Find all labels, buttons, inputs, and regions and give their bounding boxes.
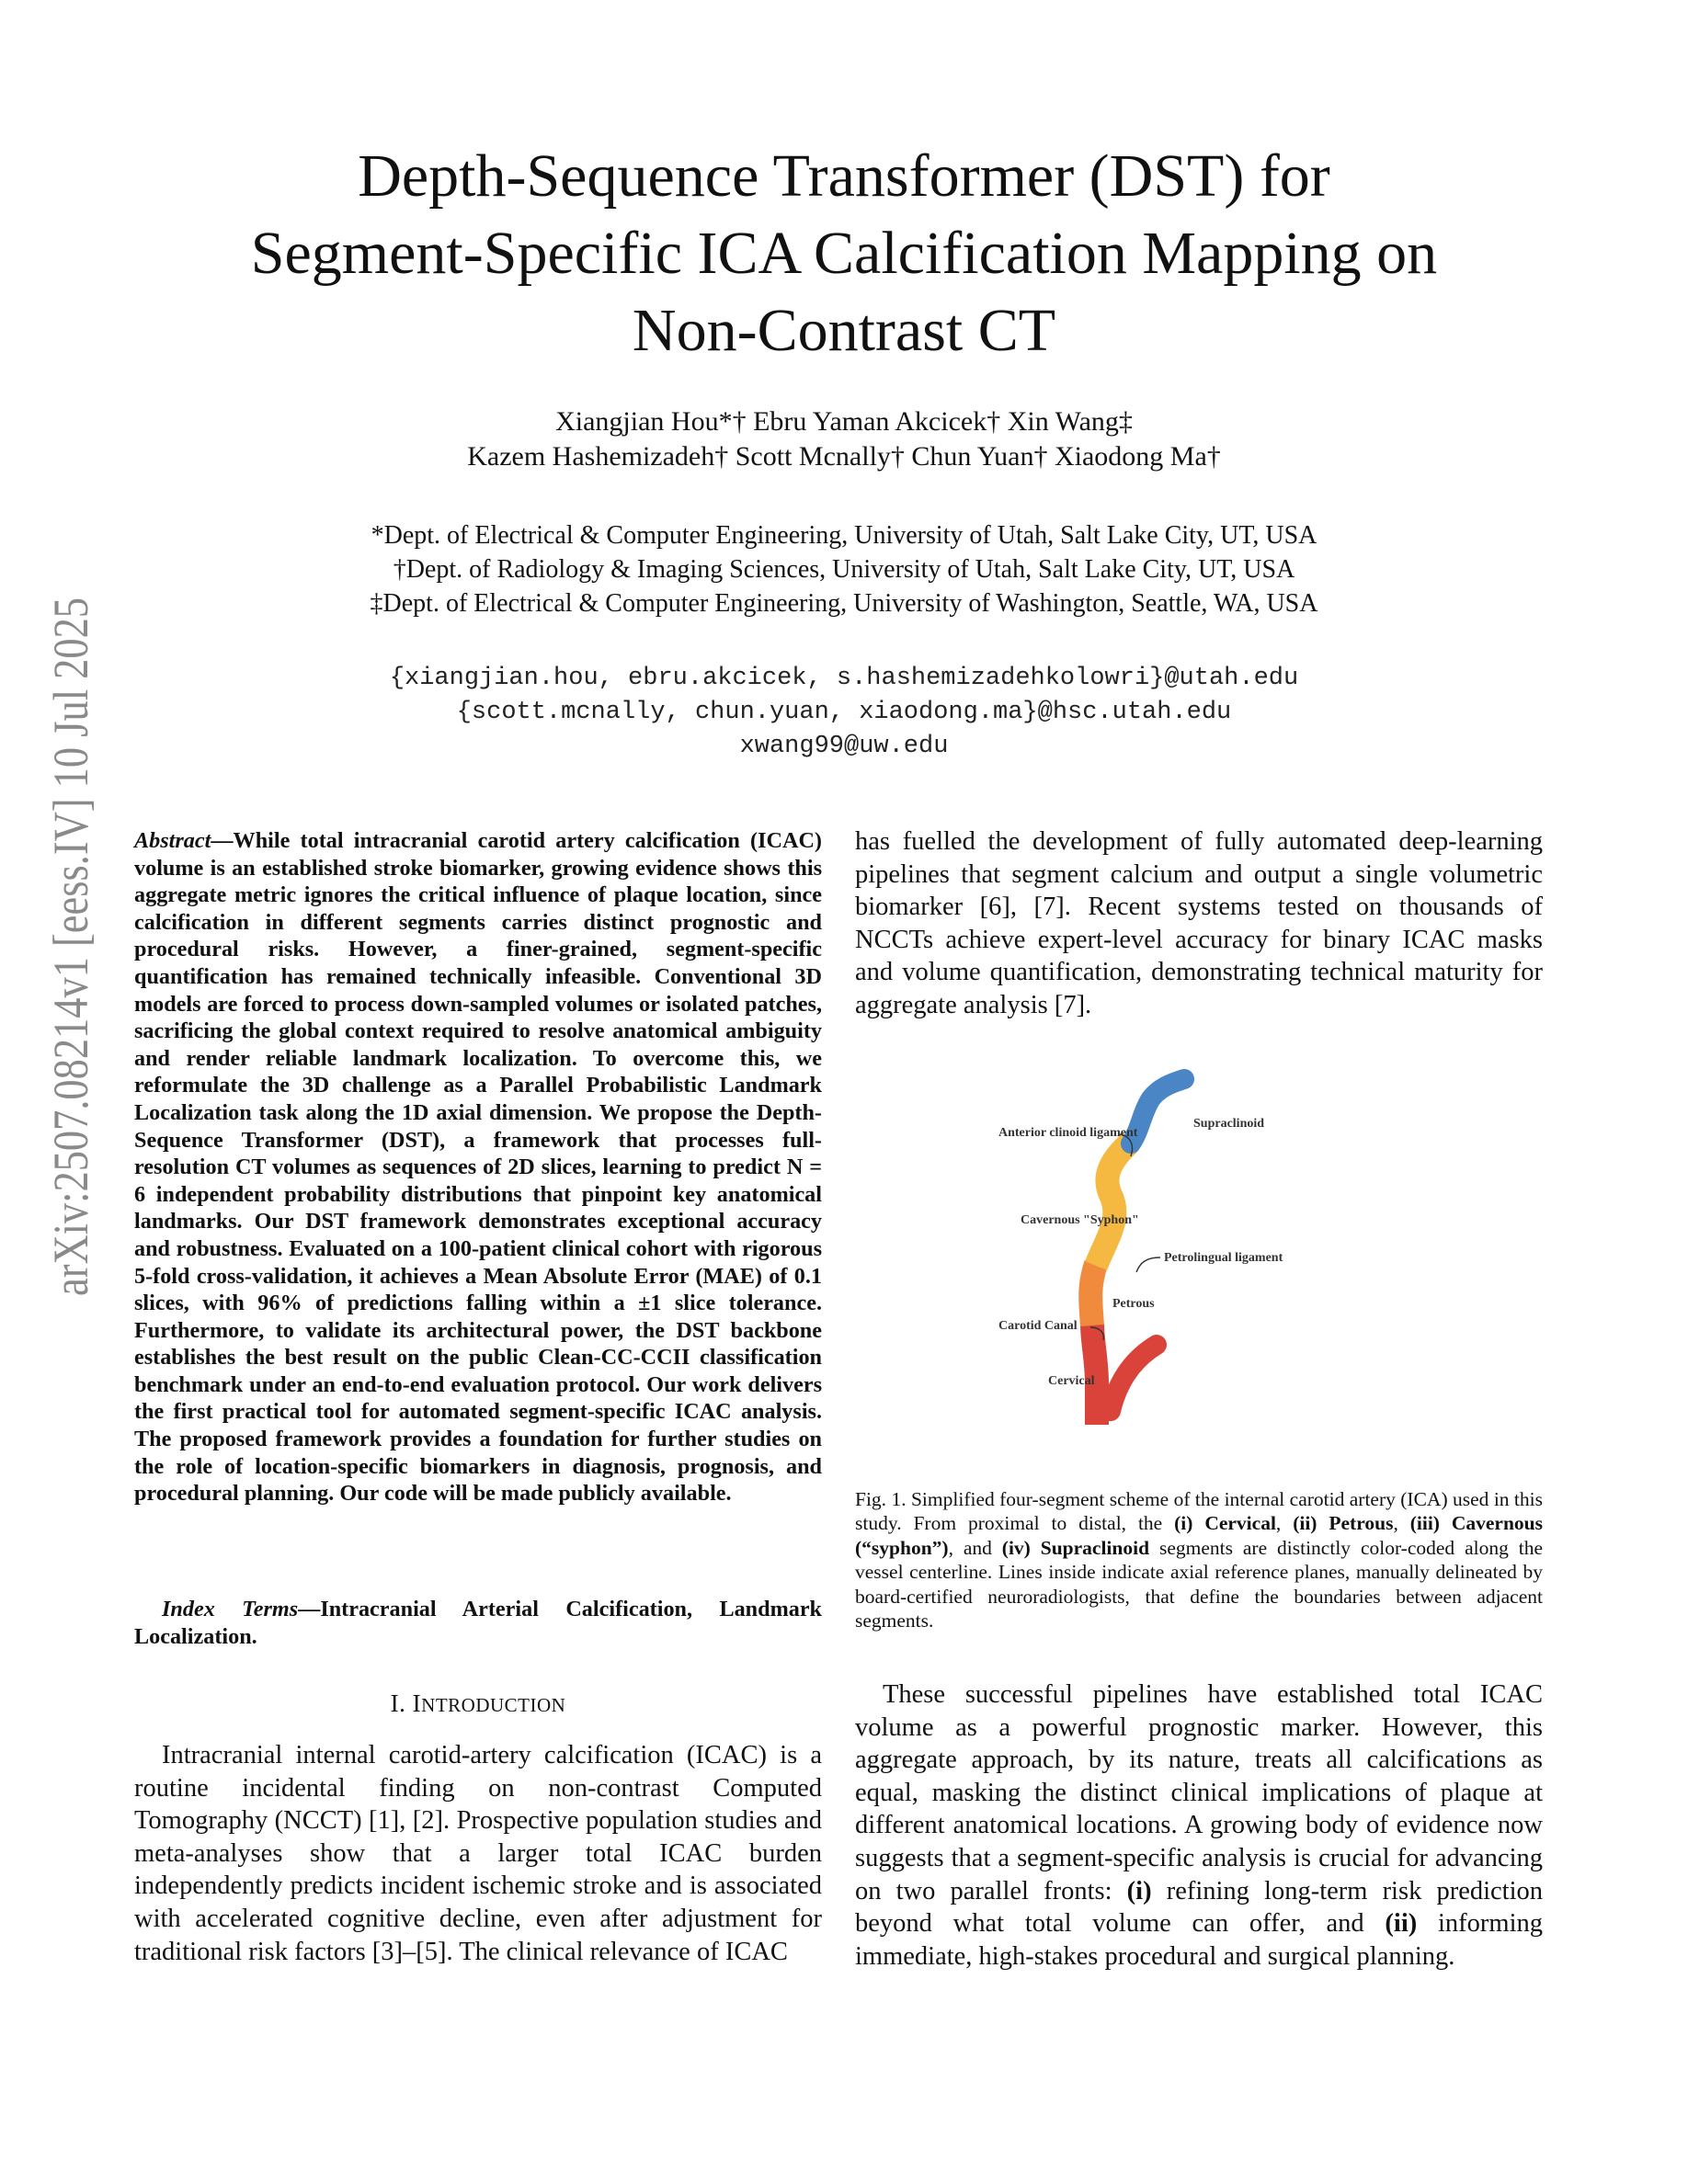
affiliation-list [147, 518, 1541, 620]
caption-sep: , [1393, 1512, 1410, 1535]
caption-cavernous: (iii) Cavernous (“syphon”) [855, 1512, 1543, 1559]
label-cervical: Cervical [1048, 1374, 1095, 1388]
title-line-2: Segment-Specific ICA Calcification Mapping on [250, 220, 1438, 287]
intro-paragraph-continued: has fuelled the development of fully automated deep-learning pipelines that segment calcium and output a single volumetric biomarker [6], [7]. Recent systems tested on thousands of NCCTs achieve expert-level accuracy for binary ICAC masks and volume quantification, demonstrating technical maturity for aggregate analysis [7]. [855, 827, 1543, 1019]
para2-text-e: informing immediate, high-stakes procedural and surgical planning. [855, 1909, 1543, 1971]
caption-sep: , [1275, 1512, 1294, 1535]
email-line-utah: {xiangjian.hou, ebru.akcicek, s.hashemizadehkolowri}@utah.edu [389, 665, 1299, 692]
caption-supraclinoid: (iv) Supraclinoid [1001, 1536, 1150, 1559]
index-terms-label: Index Terms [162, 1597, 299, 1621]
ica-segment-figure [993, 1066, 1397, 1452]
cavernous-segment [1096, 1142, 1131, 1266]
abstract-text: —While total intracranial carotid artery calcification (ICAC) volume is an established stroke biomarker, growing evidence shows this aggregate metric ignores the critical influence of plaque location, since calcification in different segments carries distinct prognostic and procedural risks. However, a finer-grained, segment-specific quantification has remained technically infeasible. Conventional 3D models are forced to process down-sampled volumes or isolated patches, sacrificing the global context required to resolve anatomical ambiguity and render reliable landmark localization. To overcome this, we reformulate the 3D challenge as a Parallel Probabilistic Landmark Localization task along the 1D axial dimension. We propose the Depth-Sequence Transformer (DST), a framework that processes full-resolution CT volumes as sequences of 2D slices, learning to predict N = 6 independent probability distributions that pinpoint key anatomical landmarks. Our DST framework demonstrates exceptional accuracy and robustness. Evaluated on a 100-patient clinical cohort with rigorous 5-fold cross-validation, it achieves a Mean Absolute Error (MAE) of 0.1 slices, with 96% of predictions falling within a ±1 slice tolerance. Furthermore, to validate its architectural power, the DST backbone establishes the best result on the public Clean-CC-CCII classification benchmark under an end-to-end evaluation protocol. Our work delivers the first practical tool for automated segment-specific ICAC analysis. The proposed framework provides a foundation for further studies on the role of location-specific biomarkers in diagnosis, prognosis, and procedural planning. Our code will be made publicly available. [134, 828, 822, 1507]
intro-paragraph-1: Intracranial internal carotid-artery calcification (ICAC) is a routine incidental finding on non-contrast Computed Tomography (NCCT) [1], [2]. Prospective population studies and meta-analyses show that a larger total ICAC burden independently predicts incident ischemic stroke and is associated with accelerated cognitive decline, even after adjustment for traditional risk factors [3]–[5]. The clinical relevance of ICAC [134, 1741, 822, 1966]
para2-item-ii: (ii) [1385, 1909, 1418, 1939]
email-line-uw: xwang99@uw.edu [739, 733, 949, 760]
caption-petrous: (ii) Petrous [1293, 1512, 1394, 1535]
petrous-segment [1090, 1264, 1096, 1325]
section-title-initial: I [412, 1689, 422, 1717]
abstract [134, 827, 822, 1507]
author-line-2: Kazem Hashemizadeh† Scott Mcnally† Chun Yuan† Xiaodong Ma† [467, 441, 1221, 472]
caption-sep: , and [948, 1536, 1002, 1559]
author-list [147, 404, 1541, 474]
title-line-3: Non-Contrast CT [632, 297, 1056, 364]
para2-text-c: refining long-term risk prediction beyond what total volume can offer, and [855, 1876, 1543, 1939]
caption-cervical: (i) Cervical [1174, 1512, 1276, 1535]
index-terms-text: —Intracranial Arterial Calcification, Landmark Localization. [134, 1597, 823, 1649]
label-supraclinoid: Supraclinoid [1193, 1117, 1265, 1131]
caption-suffix: segments are distinctly color-coded along the vessel centerline. Lines inside indicate axial reference planes, manually delineated by board-certified neuroradiologists, that define the boundaries between adjacent segments. [855, 1536, 1544, 1632]
label-anterior-clinoid: Anterior clinoid ligament [998, 1126, 1138, 1140]
para2-text-a: These successful pipelines have established total ICAC volume as a powerful prognostic marker. However, this aggregate approach, by its nature, treats all calcifications as equal, masking the distinct clinical implications of plaque at different anatomical locations. A growing body of evidence now suggests that a segment-specific analysis is crucial for advancing on two parallel fronts: [855, 1680, 1543, 1905]
affiliation-utah-ece: *Dept. of Electrical & Computer Engineering, University of Utah, Salt Lake City, UT, USA [371, 521, 1317, 550]
section-heading-introduction [134, 1689, 822, 1718]
supraclinoid-segment [1131, 1079, 1184, 1143]
index-terms [134, 1596, 822, 1650]
cervical-branch [1111, 1345, 1157, 1411]
label-carotid-canal: Carotid Canal [998, 1319, 1078, 1333]
author-line-1: Xiangjian Hou*† Ebru Yaman Akcicek† Xin Wang‡ [555, 406, 1133, 437]
section-number: I. [390, 1689, 413, 1717]
para2-item-i: (i) [1126, 1876, 1152, 1905]
arxiv-identifier: arXiv:2507.08214v1 [eess.IV] 10 Jul 2025 [43, 447, 98, 1296]
label-petrolingual: Petrolingual ligament [1164, 1251, 1283, 1265]
label-petrous: Petrous [1112, 1297, 1155, 1311]
abstract-label: Abstract [134, 828, 211, 853]
caption-prefix: Fig. 1. Simplified four-segment scheme of the internal carotid artery (ICA) used in this study. From proximal to distal, the [855, 1488, 1543, 1535]
title-line-1: Depth-Sequence Transformer (DST) for [358, 142, 1330, 210]
affiliation-utah-radiology: †Dept. of Radiology & Imaging Sciences, University of Utah, Salt Lake City, UT, USA [393, 555, 1295, 584]
affiliation-uw-ece: ‡Dept. of Electrical & Computer Engineering, University of Washington, Seattle, WA, USA [370, 589, 1318, 618]
paper-title [147, 138, 1541, 370]
intro-paragraph-2 [855, 1678, 1543, 1973]
email-list [147, 662, 1541, 764]
figure-caption [855, 1487, 1543, 1632]
section-title-rest: NTRODUCTION [421, 1694, 566, 1716]
email-line-hsc: {scott.mcnally, chun.yuan, xiaodong.ma}@hsc.utah.edu [456, 699, 1232, 726]
arrow-petrolingual [1136, 1257, 1160, 1272]
label-cavernous: Cavernous "Syphon" [1021, 1213, 1139, 1227]
